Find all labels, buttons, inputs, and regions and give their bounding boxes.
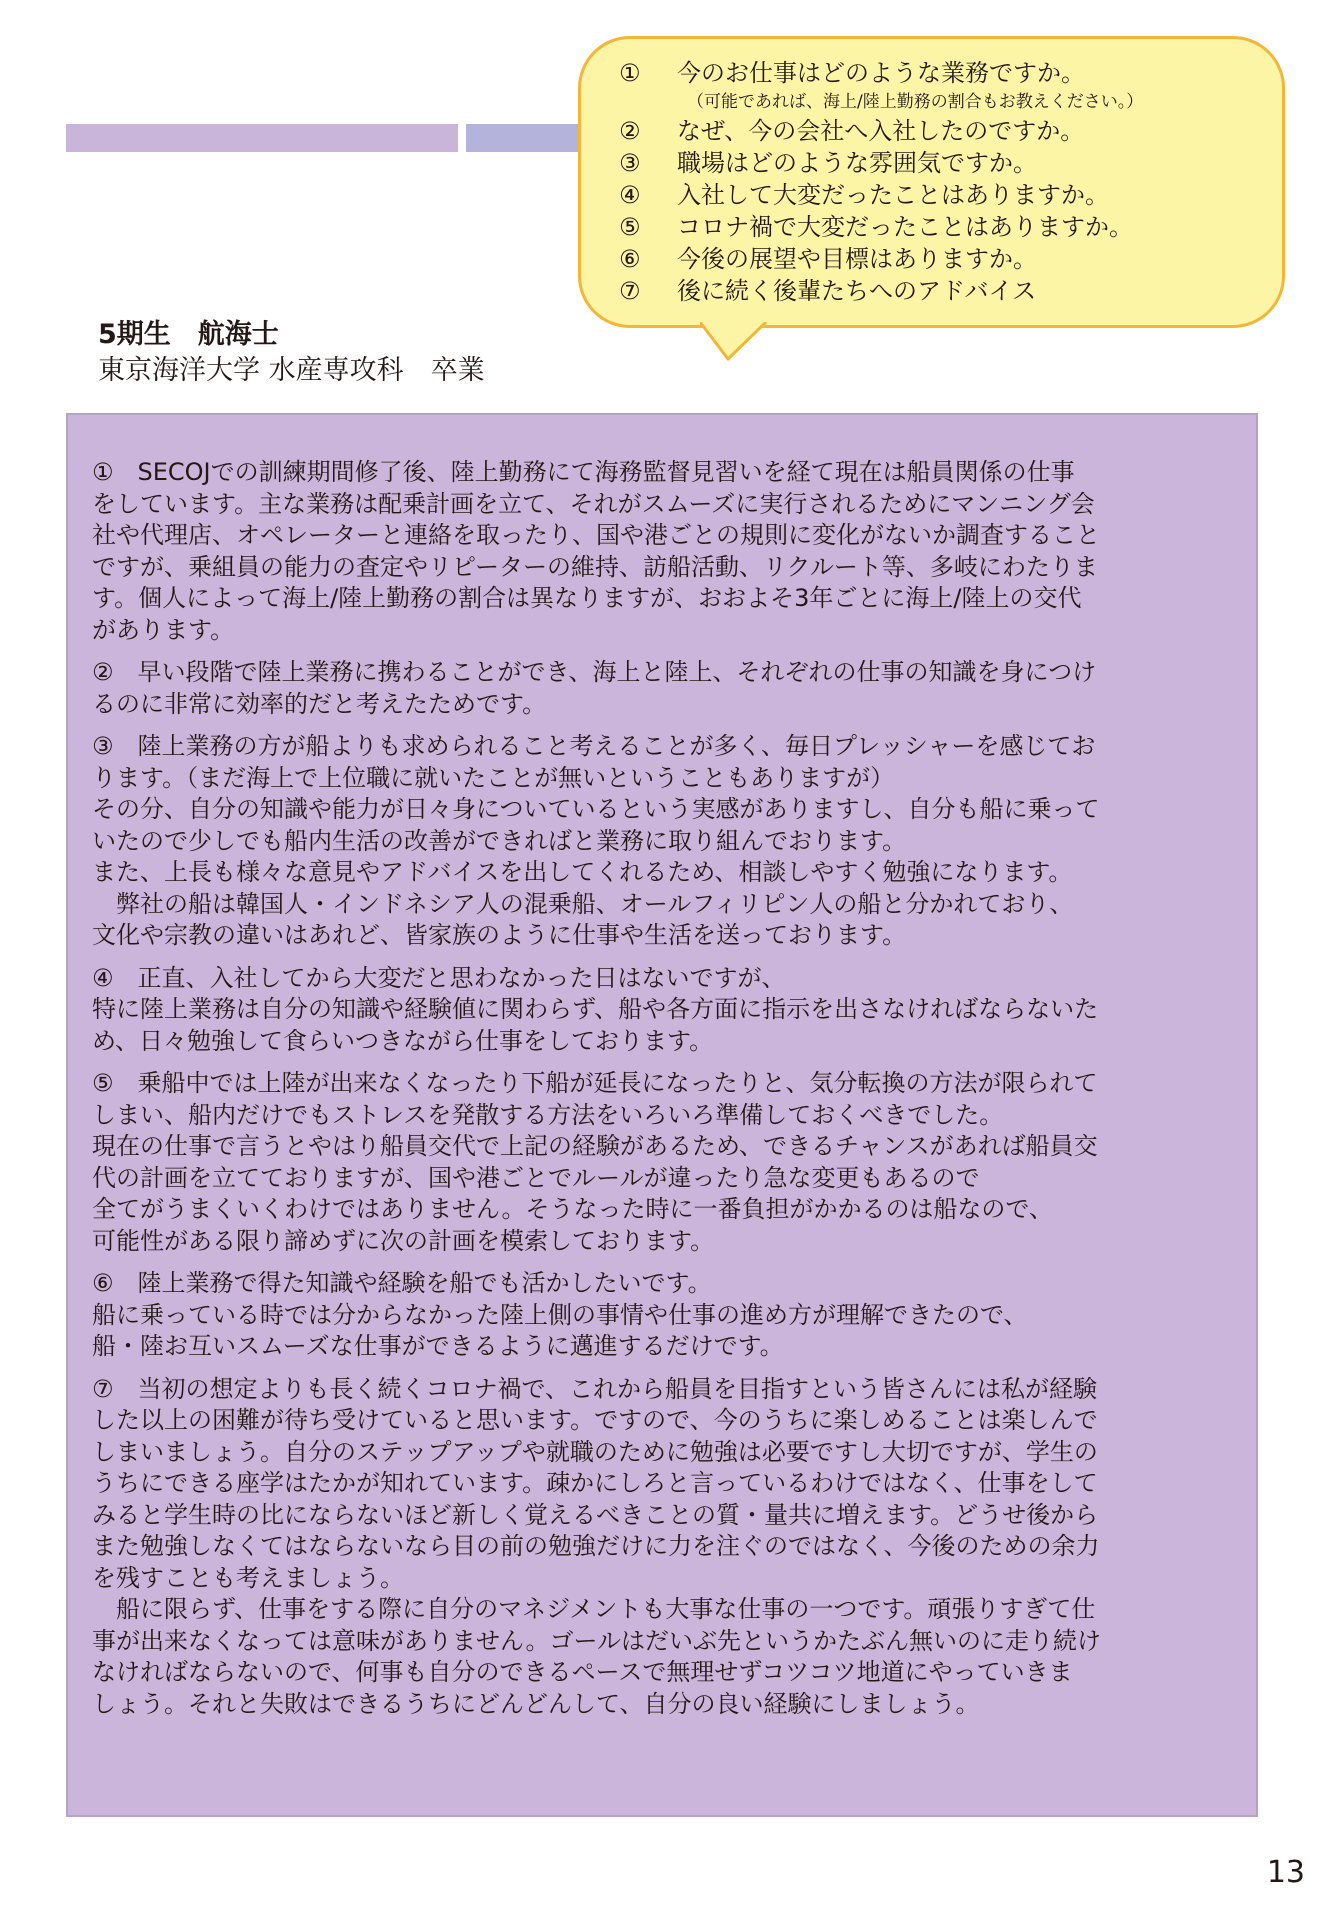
answer-line: め、日々勉強して食らいつきながら仕事をしております。 <box>92 1026 714 1055</box>
answer-line: があります。 <box>92 615 235 644</box>
answer-line: 全てがうまくいくわけではありません。そうなった時に一番負担がかかるのは船なので、 <box>92 1195 1053 1223</box>
decorative-bar-left <box>66 124 458 152</box>
answer-line: 社や代理店、オペレーターと連絡を取ったり、国や港ごとの規則に変化がないか調査すること <box>92 521 1100 549</box>
answer-line: をしています。主な業務は配乗計画を立て、それがスムーズに実行されるためにマンニング会 <box>92 489 1095 518</box>
answer-line: 船・陸お互いスムーズな仕事ができるように邁進するだけです。 <box>92 1332 784 1360</box>
answer-line: しょう。それと失敗はできるうちにどんどんして、自分の良い経験にしましょう。 <box>92 1689 980 1718</box>
answer-line: ③ 陸上業務の方が船よりも求められること考えることが多く、毎日プレッシャーを感じてお <box>92 732 1096 760</box>
profile-school: 東京海洋大学 水産専攻科 卒業 <box>98 355 485 386</box>
answer-paragraph <box>92 963 1220 1058</box>
answer-paragraph <box>92 457 1220 646</box>
answer-line: した以上の困難が待ち受けていると思います。ですので、今のうちに楽しめることは楽しんで <box>92 1406 1098 1434</box>
answer-line: 船に限らず、仕事をする際に自分のマネジメントも大事な仕事の一つです。頑張りすぎて仕 <box>92 1595 1096 1623</box>
answer-line: 特に陸上業務は自分の知識や経験値に関わらず、船や各方面に指示を出さなければならないた <box>92 995 1099 1023</box>
profile-header <box>98 317 485 389</box>
question-item: ② なぜ、今の会社へ入社したのですか。 <box>619 117 1085 145</box>
answer-line: 船に乗っている時では分からなかった陸上側の事情や仕事の進め方が理解できたので、 <box>92 1300 1028 1329</box>
answer-line: しまいましょう。自分のステップアップや就職のために勉強は必要ですし大切ですが、学生の <box>92 1437 1098 1466</box>
question-bubble <box>578 36 1285 328</box>
answer-line: ⑦ 当初の想定よりも長く続くコロナ禍で、これから船員を目指すという皆さんには私が経験 <box>92 1374 1098 1403</box>
answer-line: ⑤ 乗船中では上陸が出来なくなったり下船が延長になったりと、気分転換の方法が限られて <box>92 1069 1098 1097</box>
question-item: ④ 入社して大変だったことはありますか。 <box>619 181 1109 209</box>
answer-line: ② 早い段階で陸上業務に携わることができ、海上と陸上、それぞれの仕事の知識を身につけ <box>92 658 1097 686</box>
answer-line: ですが、乗組員の能力の査定やリピーターの維持、訪船活動、リクルート等、多岐にわたりま <box>92 552 1098 581</box>
answer-line: を残すことも考えましょう。 <box>92 1563 404 1592</box>
answer-box <box>66 413 1258 1817</box>
question-item: ⑤ コロナ禍で大変だったことはありますか。 <box>619 213 1133 241</box>
profile-title: 5期生 航海士 <box>98 319 279 350</box>
question-item: ⑦ 後に続く後輩たちへのアドバイス <box>619 277 1037 305</box>
answer-line: また、上長も様々な意見やアドバイスを出してくれるため、相談しやすく勉強になります。 <box>92 858 1073 886</box>
answer-paragraph <box>92 731 1220 952</box>
answer-line: みると学生時の比にならないほど新しく覚えるべきことの質・量共に増えます。どうせ後から <box>92 1500 1099 1529</box>
speech-tail-icon <box>700 322 772 362</box>
page-number: 13 <box>1266 1855 1305 1890</box>
answer-paragraph <box>92 1068 1220 1257</box>
answer-line: るのに非常に効率的だと考えたためです。 <box>92 689 547 718</box>
answer-paragraph <box>92 657 1220 720</box>
answer-paragraph <box>92 1268 1220 1363</box>
answer-line: 事が出来なくなっては意味がありません。ゴールはだいぶ先というかたぶん無いのに走り続け <box>92 1626 1101 1655</box>
question-note: （可能であれば、海上/陸上勤務の割合もお教えください。） <box>687 92 1144 112</box>
answer-line: す。個人によって海上/陸上勤務の割合は異なりますが、おおよそ3年ごとに海上/陸上の交代 <box>92 584 1082 612</box>
answer-line: 代の計画を立てておりますが、国や港ごとでルールが違ったり急な変更もあるので <box>92 1163 980 1192</box>
answer-line: 現在の仕事で言うとやはり船員交代で上記の経験があるため、できるチャンスがあれば船員交 <box>92 1132 1098 1160</box>
answer-line: その分、自分の知識や能力が日々身についているという実感がありますし、自分も船に乗って <box>92 795 1100 823</box>
answer-line: ⑥ 陸上業務で得た知識や経験を船でも活かしたいです。 <box>92 1269 712 1297</box>
answer-line: ります。（まだ海上で上位職に就いたことが無いということもありますが） <box>92 763 895 792</box>
question-item: ① 今のお仕事はどのような業務ですか。 <box>619 59 1085 87</box>
answer-line: 可能性がある限り諦めずに次の計画を模索しております。 <box>92 1226 715 1255</box>
answer-line: また勉強しなくてはならないなら目の前の勉強だけに力を注ぐのではなく、今後のための余力 <box>92 1532 1100 1560</box>
answer-line: しまい、船内だけでもストレスを発散する方法をいろいろ準備しておくべきでした。 <box>92 1100 1004 1129</box>
answer-paragraph <box>92 1374 1220 1721</box>
answer-line: 弊社の船は韓国人・インドネシア人の混乗船、オールフィリピン人の船と分かれており、 <box>92 889 1074 918</box>
question-item: ⑥ 今後の展望や目標はありますか。 <box>619 245 1037 273</box>
answer-line: ① SECOJでの訓練期間修了後、陸上勤務にて海務監督見習いを経て現在は船員関係の仕事 <box>92 458 1075 486</box>
answer-line: いたので少しでも船内生活の改善ができればと業務に取り組んでおります。 <box>92 826 907 855</box>
question-item: ③ 職場はどのような雰囲気ですか。 <box>619 149 1037 177</box>
answer-line: なければならないので、何事も自分のできるペースで無理せずコツコツ地道にやっていきま <box>92 1658 1073 1686</box>
answer-line: うちにできる座学はたかが知れています。疎かにしろと言っているわけではなく、仕事をして <box>92 1469 1098 1497</box>
answer-line: ④ 正直、入社してから大変だと思わなかった日はないですが、 <box>92 963 786 992</box>
answer-line: 文化や宗教の違いはあれど、皆家族のように仕事や生活を送っております。 <box>92 921 907 949</box>
